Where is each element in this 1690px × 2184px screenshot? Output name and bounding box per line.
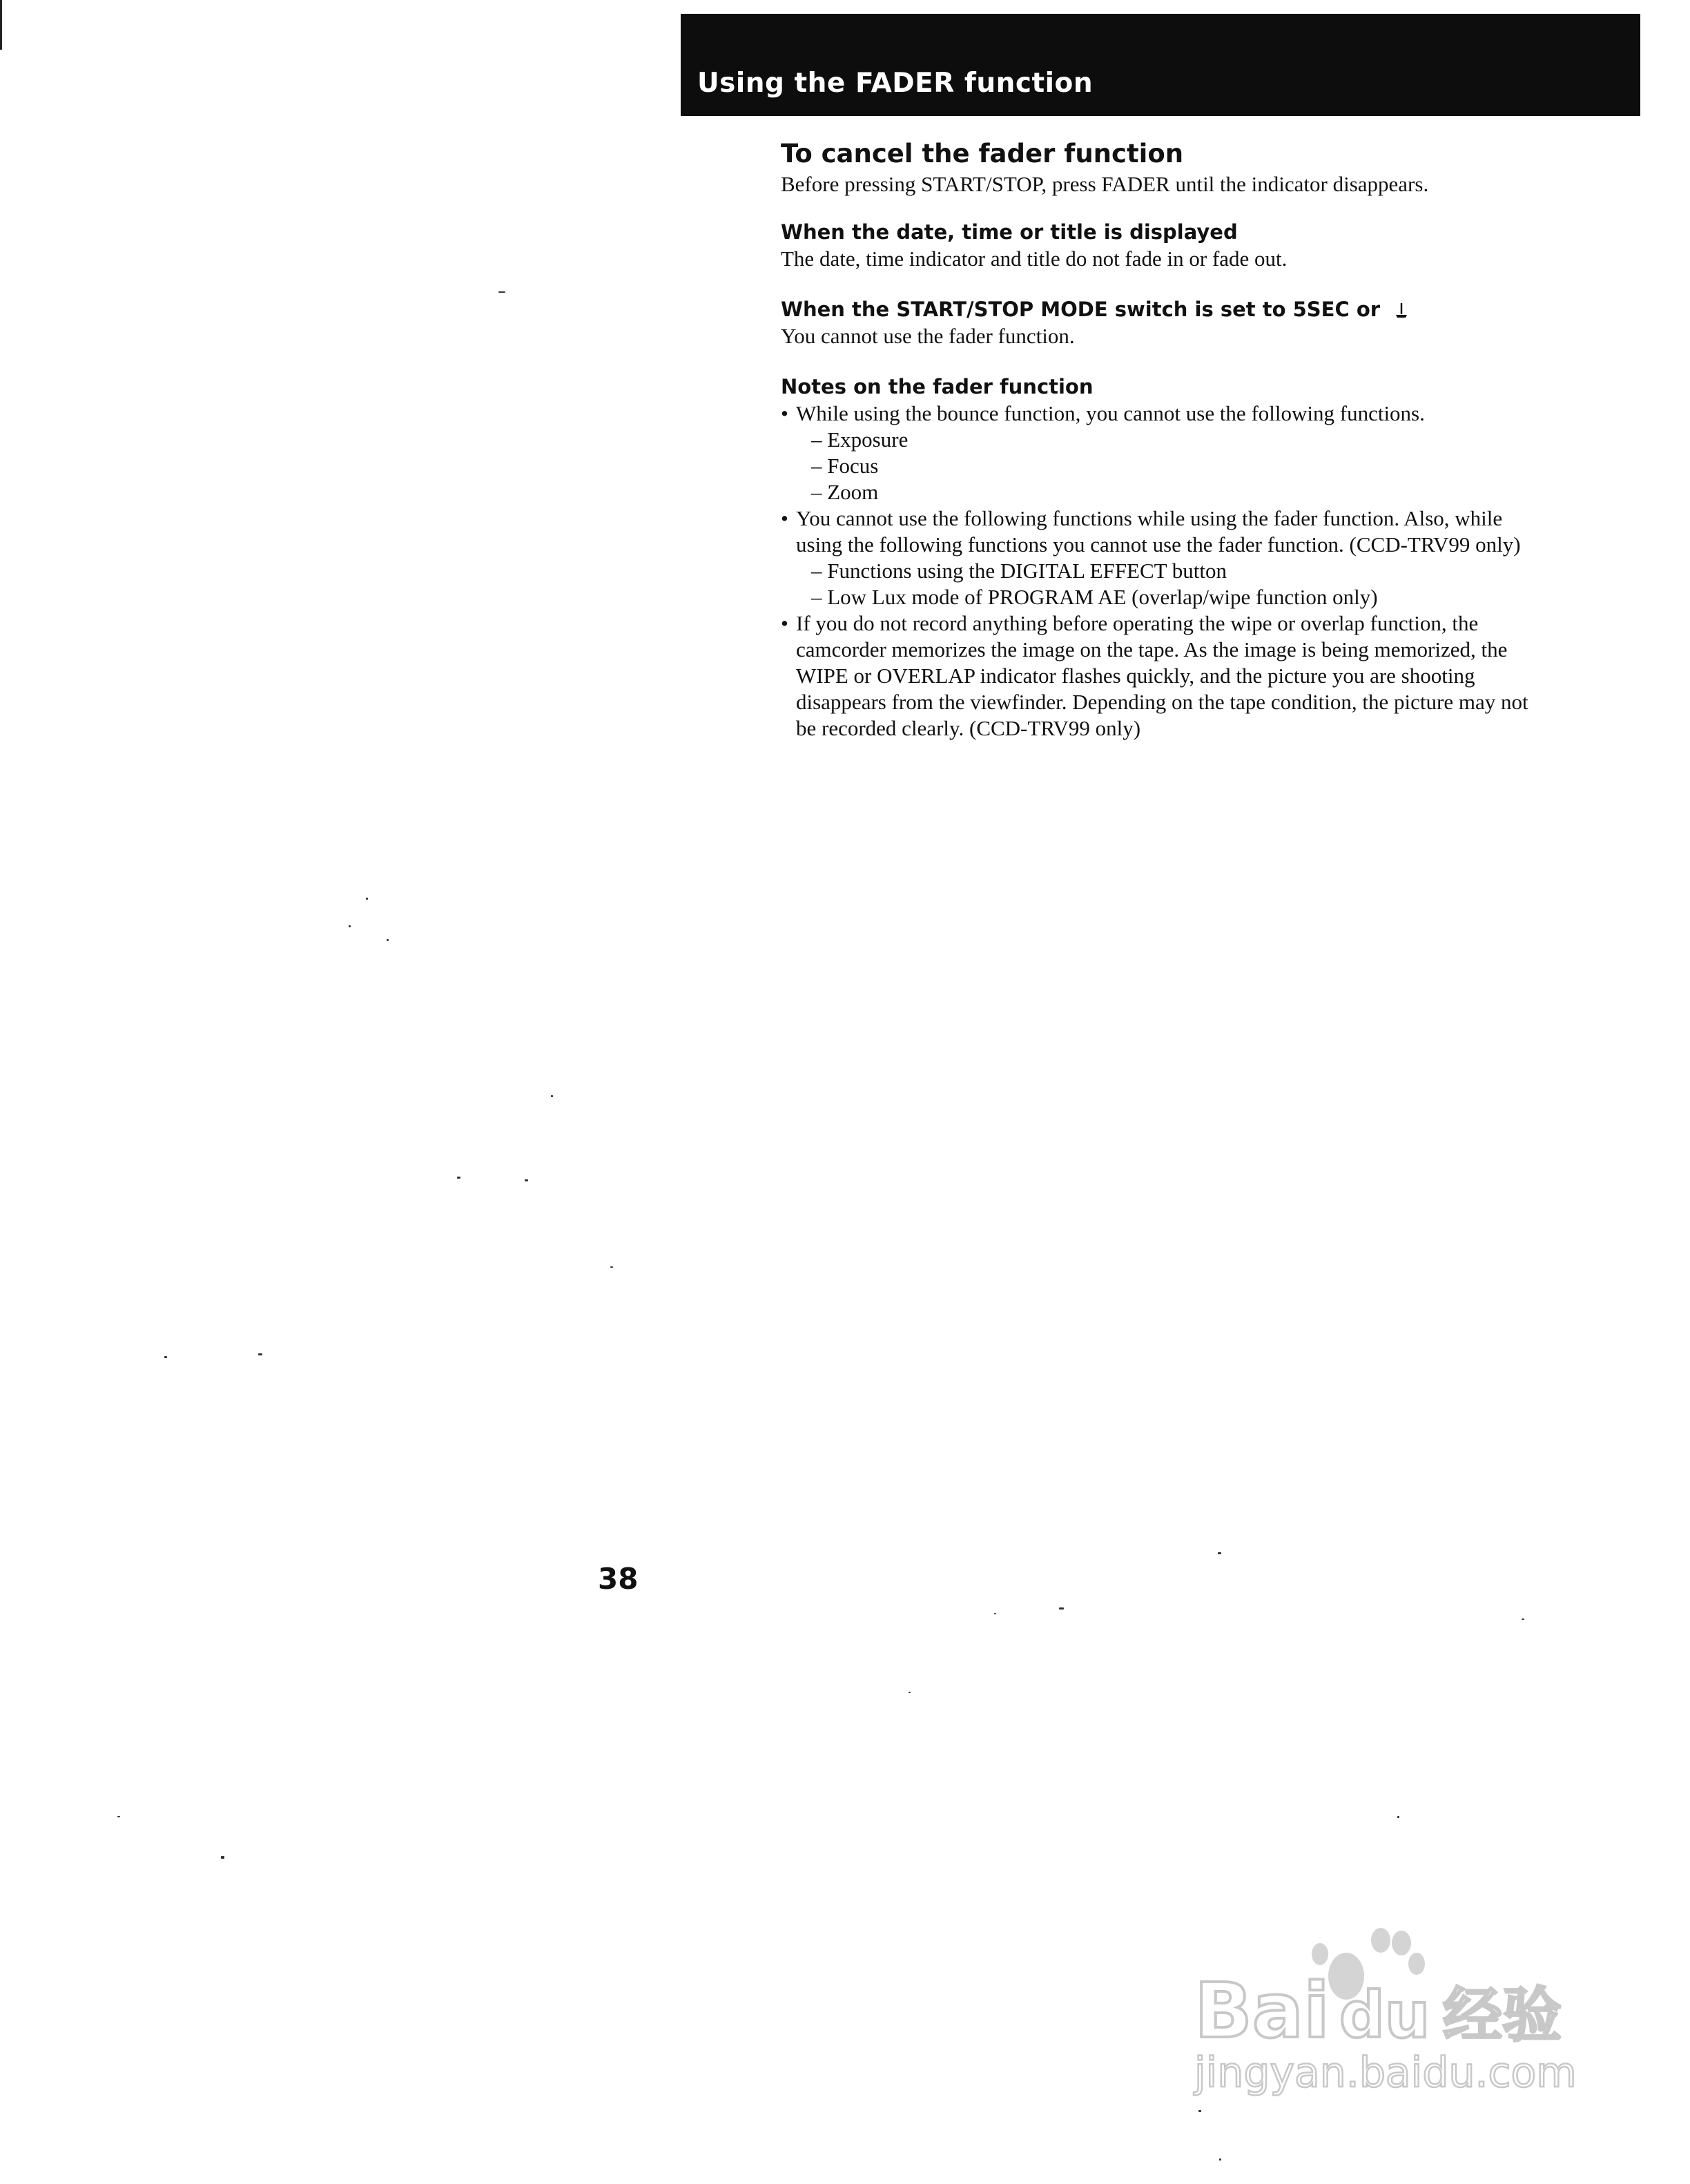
notes-list [781, 400, 1644, 742]
sub-item: – Exposure [811, 427, 909, 452]
sub-item: – Focus [811, 454, 879, 478]
note-line: be recorded clearly. (CCD-TRV99 only) [796, 716, 1141, 740]
note-item [781, 505, 1644, 610]
date-time-heading: When the date, time or title is displayed [781, 220, 1238, 244]
section-title: Using the FADER function [697, 68, 1094, 99]
section-header-bar [681, 14, 1640, 116]
notes-section [781, 373, 1644, 742]
note-line: camcorder memorizes the image on the tape. As the image is being memorized, the [796, 637, 1508, 661]
page-number: 38 [598, 1562, 639, 1596]
watermark-url: jingyan.baidu.com [1194, 2049, 1577, 2097]
bullet-icon: • [781, 611, 788, 635]
baidu-watermark [1174, 1926, 1588, 2099]
mode-switch-section [781, 296, 1644, 349]
cancel-heading: To cancel the fader function [781, 139, 1184, 168]
cancel-section [781, 137, 1644, 197]
manual-content [781, 137, 1644, 765]
note-item [781, 610, 1644, 742]
notes-heading: Notes on the fader function [781, 375, 1094, 398]
watermark-brand-suffix: du [1339, 1978, 1430, 2052]
bullet-icon: • [781, 506, 788, 530]
mode-switch-text: You cannot use the fader function. [781, 324, 1075, 348]
sub-item: – Functions using the DIGITAL EFFECT button [811, 559, 1227, 583]
watermark-brand: Bai [1194, 1966, 1330, 2055]
bullet-icon: • [781, 401, 788, 425]
note-line: If you do not record anything before operating the wipe or overlap function, the [796, 611, 1479, 635]
note-line: using the following functions you cannot use the fader function. (CCD-TRV99 only) [796, 532, 1521, 557]
sub-item: – Zoom [811, 480, 879, 504]
date-time-section [781, 218, 1644, 272]
cancel-text: Before pressing START/STOP, press FADER until the indicator disappears. [781, 172, 1429, 196]
mode-switch-heading: When the START/STOP MODE switch is set to 5SEC or [781, 298, 1381, 321]
date-time-text: The date, time indicator and title do not fade in or fade out. [781, 247, 1288, 271]
note-line: WIPE or OVERLAP indicator flashes quickly, and the picture you are shooting [796, 664, 1475, 688]
sub-list [796, 427, 1644, 505]
note-line: You cannot use the following functions while using the fader function. Also, while [796, 506, 1503, 530]
sub-list [796, 558, 1644, 610]
sub-item: – Low Lux mode of PROGRAM AE (overlap/wipe function only) [811, 585, 1378, 609]
page-edge-rule [0, 0, 2, 50]
note-line: disappears from the viewfinder. Depending on the tape condition, the picture may not [796, 690, 1528, 714]
mode-switch-heading-row [781, 296, 1644, 323]
note-item [781, 400, 1644, 505]
self-timer-icon [1392, 302, 1410, 320]
watermark-product: 经验 [1443, 1981, 1562, 2050]
note-line: While using the bounce function, you cannot use the following functions. [796, 401, 1425, 425]
